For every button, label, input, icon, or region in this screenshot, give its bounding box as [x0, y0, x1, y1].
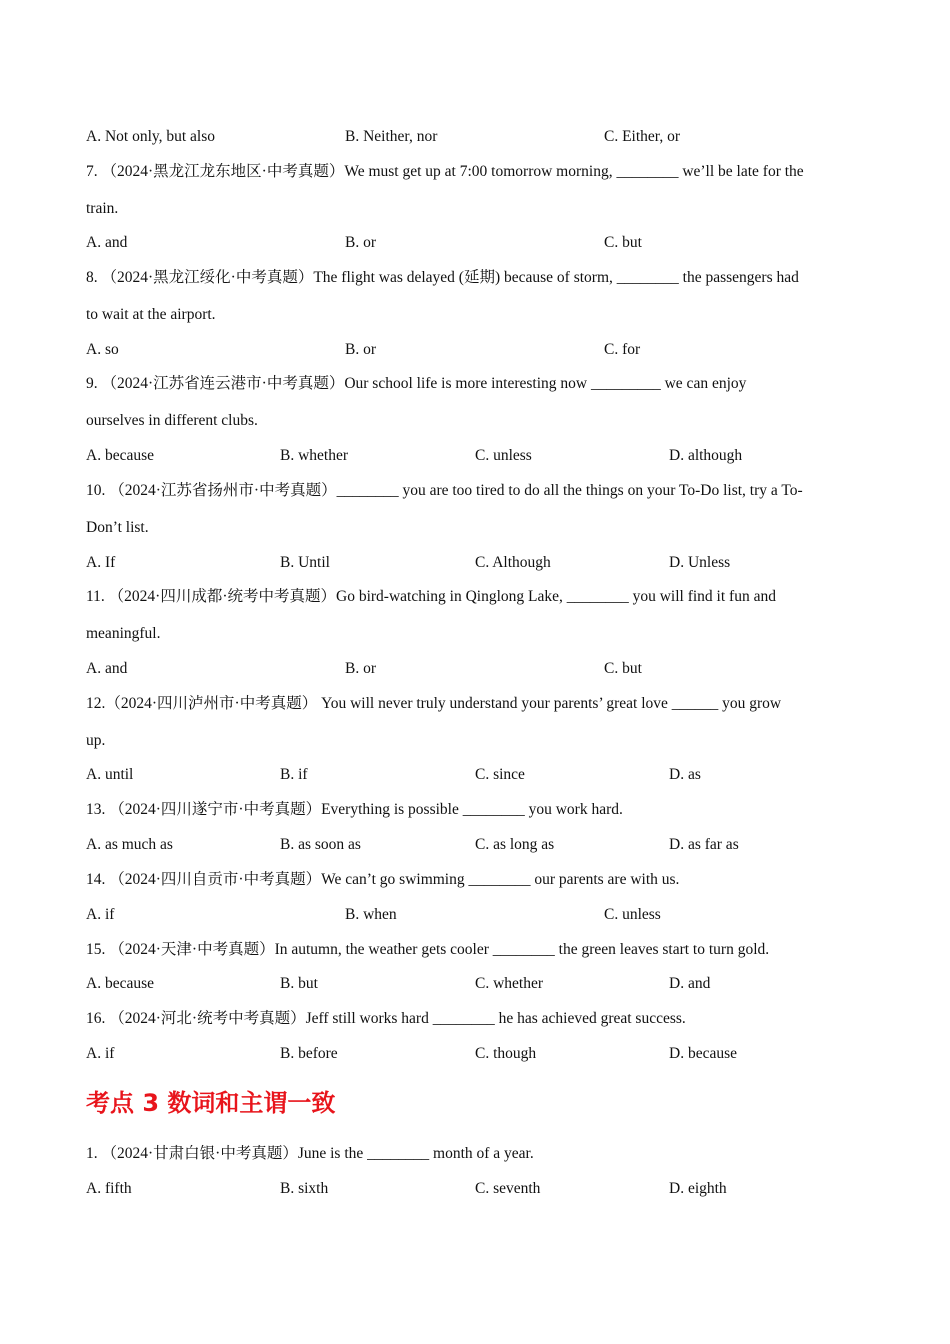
s3q1-options: [86, 1179, 866, 1199]
q15-option-b: B. but: [280, 975, 318, 992]
q7-stem-line1: 7. （2024·黑龙江龙东地区·中考真题）We must get up at 7:00 tomorrow morning, ________ we’ll be late for the: [86, 163, 804, 180]
q15-options: [86, 974, 866, 994]
q13-option-a: A. as much as: [86, 836, 173, 853]
section-heading: 考点 3 数词和主谓一致: [86, 1089, 336, 1117]
q15-option-a: A. because: [86, 975, 154, 992]
q14-options: [86, 905, 866, 925]
q12-stem-line2: up.: [86, 732, 106, 749]
q6-option-a: A. Not only, but also: [86, 128, 216, 145]
q11-option-a: A. and: [86, 660, 128, 677]
q11-option-c: C. but: [604, 660, 642, 677]
q12-option-a: A. until: [86, 766, 134, 783]
q10-options: [86, 553, 866, 573]
q10-stem-line2: Don’t list.: [86, 519, 149, 536]
q12-option-b: B. if: [280, 766, 308, 783]
q13-option-c: C. as long as: [475, 836, 555, 853]
q8-option-c: C. for: [604, 341, 641, 358]
q16-options: [86, 1044, 866, 1064]
q10-option-c: C. Although: [475, 554, 551, 571]
q10-option-a: A. If: [86, 554, 116, 571]
s3q1-option-a: A. fifth: [86, 1180, 132, 1197]
q7-option-a: A. and: [86, 234, 128, 251]
q16-option-b: B. before: [280, 1045, 338, 1062]
q13-option-b: B. as soon as: [280, 836, 361, 853]
q9-stem-line2: ourselves in different clubs.: [86, 412, 258, 429]
q8-options: [86, 340, 866, 360]
q8-stem-line2: to wait at the airport.: [86, 306, 216, 323]
q11-options: [86, 659, 866, 679]
q7-options: [86, 233, 866, 253]
q9-option-d: D. although: [669, 447, 743, 464]
q9-option-a: A. because: [86, 447, 154, 464]
q9-options: [86, 446, 866, 466]
q8-option-b: B. or: [345, 341, 376, 358]
q15-option-c: C. whether: [475, 975, 544, 992]
q12-option-d: D. as: [669, 766, 701, 783]
q7-option-b: B. or: [345, 234, 376, 251]
q12-stem-line1: 12.（2024·四川泸州市·中考真题） You will never truly understand your parents’ great love ______ you grow: [86, 695, 782, 712]
q14-stem-line1: 14. （2024·四川自贡市·中考真题）We can’t go swimming ________ our parents are with us.: [86, 871, 680, 888]
q16-option-c: C. though: [475, 1045, 537, 1062]
q12-option-c: C. since: [475, 766, 525, 783]
q15-stem-line1: 15. （2024·天津·中考真题）In autumn, the weather gets cooler ________ the green leaves start to turn gold.: [86, 941, 770, 958]
q16-stem-line1: 16. （2024·河北·统考中考真题）Jeff still works hard ________ he has achieved great success.: [86, 1010, 686, 1027]
q11-stem-line1: 11. （2024·四川成都·统考中考真题）Go bird-watching in Qinglong Lake, ________ you will find it fun and: [86, 588, 776, 605]
q13-option-d: D. as far as: [669, 836, 739, 853]
q7-stem-line2: train.: [86, 200, 119, 217]
q11-stem-line2: meaningful.: [86, 625, 161, 642]
q10-option-d: D. Unless: [669, 554, 731, 571]
q9-stem-line1: 9. （2024·江苏省连云港市·中考真题）Our school life is more interesting now _________ we can enjoy: [86, 375, 747, 392]
q10-option-b: B. Until: [280, 554, 330, 571]
q6-options: [86, 127, 866, 147]
q14-option-c: C. unless: [604, 906, 661, 923]
q16-option-a: A. if: [86, 1045, 115, 1062]
q8-option-a: A. so: [86, 341, 119, 358]
q16-option-d: D. because: [669, 1045, 737, 1062]
q6-option-b: B. Neither, nor: [345, 128, 438, 145]
s3q1-stem-line1: 1. （2024·甘肃白银·中考真题）June is the ________ month of a year.: [86, 1145, 534, 1162]
q8-stem-line1: 8. （2024·黑龙江绥化·中考真题）The flight was delayed (延期) because of storm, ________ the passengers had: [86, 269, 799, 286]
q9-option-c: C. unless: [475, 447, 532, 464]
q14-option-b: B. when: [345, 906, 397, 923]
s3q1-option-c: C. seventh: [475, 1180, 541, 1197]
q6-option-c: C. Either, or: [604, 128, 681, 145]
q15-option-d: D. and: [669, 975, 711, 992]
q7-option-c: C. but: [604, 234, 642, 251]
q11-option-b: B. or: [345, 660, 376, 677]
q14-option-a: A. if: [86, 906, 115, 923]
q13-stem-line1: 13. （2024·四川遂宁市·中考真题）Everything is possible ________ you work hard.: [86, 801, 623, 818]
q10-stem-line1: 10. （2024·江苏省扬州市·中考真题）________ you are too tired to do all the things on your To-Do list, try a To-: [86, 482, 803, 499]
q13-options: [86, 835, 866, 855]
q12-options: [86, 765, 866, 785]
s3q1-option-b: B. sixth: [280, 1180, 329, 1197]
s3q1-option-d: D. eighth: [669, 1180, 727, 1197]
q9-option-b: B. whether: [280, 447, 349, 464]
